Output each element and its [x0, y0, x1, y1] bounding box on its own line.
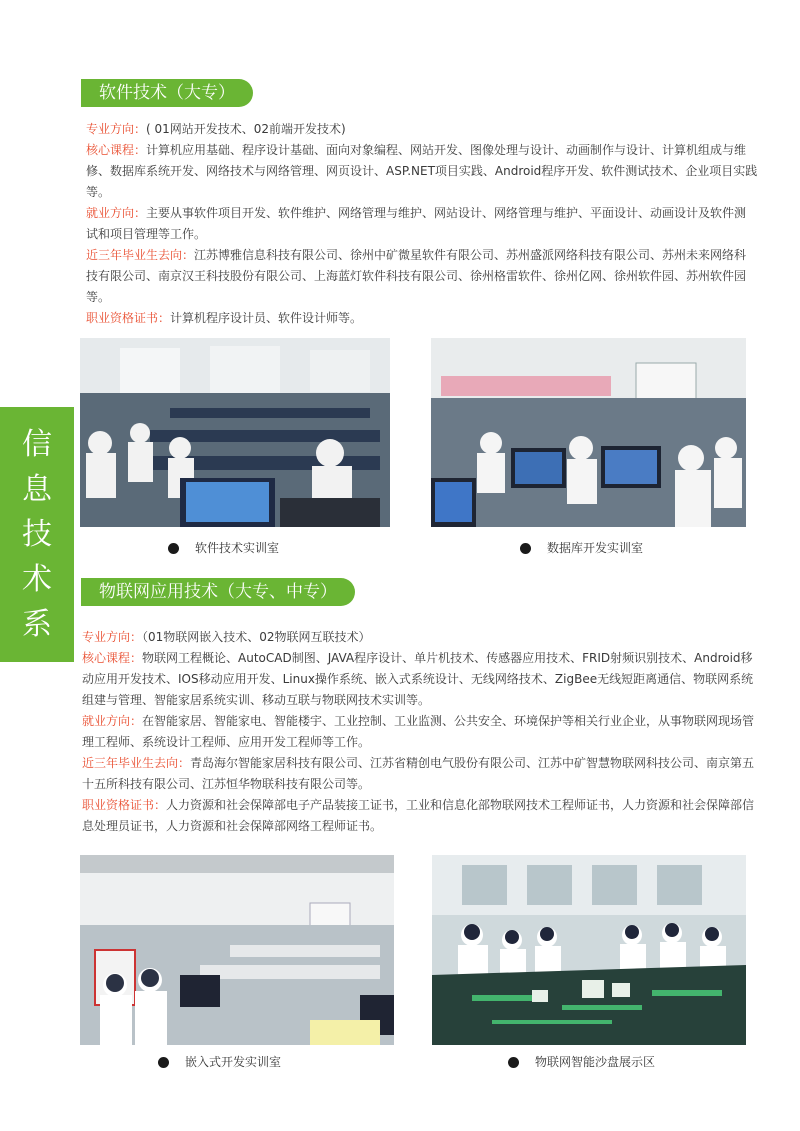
section-body-iot: [82, 627, 760, 837]
paragraph-certificates: [82, 795, 760, 837]
paragraph-label: 核心课程：: [86, 143, 147, 157]
paragraph-text: 江苏博雅信息科技有限公司、徐州中矿微星软件有限公司、苏州盛派网络科技有限公司、苏州未来网络科技有限公司、南京汉王科技股份有限公司、上海蓝灯软件科技有限公司、徐州格雷软件、徐州亿网、徐州软件园、苏州软件园等。: [86, 248, 747, 304]
paragraph-label: 核心课程：: [82, 651, 143, 665]
paragraph-label: 近三年毕业生去向：: [82, 756, 191, 770]
section-title-software: 软件技术（大专）: [81, 79, 253, 107]
photo-software-lab: [80, 338, 390, 527]
paragraph-label: 专业方向：: [82, 630, 143, 644]
photo-database-lab: [431, 338, 746, 527]
section-title-iot: 物联网应用技术（大专、中专）: [81, 578, 355, 606]
paragraph-graduates: [82, 753, 760, 795]
section-body-software: [86, 119, 758, 329]
paragraph-text: 青岛海尔智能家居科技有限公司、江苏省精创电气股份有限公司、江苏中矿智慧物联网科技公司、南京第五十五所科技有限公司、江苏恒华物联科技有限公司等。: [82, 756, 755, 791]
paragraph-certificates: [86, 308, 758, 329]
paragraph-text: 计算机应用基础、程序设计基础、面向对象编程、网站开发、图像处理与设计、动画制作与设计、计算机组成与维修、数据库系统开发、网络技术与网络管理、网页设计、ASP.NET项目实践、Android程序开发、软件测试技术、企业项目实践等。: [86, 143, 758, 199]
paragraph-employment: [86, 203, 758, 245]
bullet-icon: [520, 543, 531, 554]
caption-embedded-lab: [158, 1054, 281, 1070]
paragraph-text: 物联网工程概论、AutoCAD制图、JAVA程序设计、单片机技术、传感器应用技术、FRID射频识别技术、Android移动应用开发技术、IOS移动应用开发、Linux操作系统、嵌入式系统设计、无线网络技术、ZigBee无线短距离通信、物联网系统组建与管理、智能家居系统实训、移动互联与物联网技术实训等。: [82, 651, 754, 707]
side-tab-char: 系: [22, 607, 52, 642]
caption-text: 物联网智能沙盘展示区: [535, 1055, 656, 1069]
photo-iot-sandbox: [432, 855, 746, 1045]
caption-database-lab: [520, 540, 643, 556]
side-tab-char: 信: [22, 427, 52, 462]
paragraph-graduates: [86, 245, 758, 308]
side-tab-char: 技: [22, 517, 52, 552]
paragraph-direction: [86, 119, 758, 140]
paragraph-courses: [82, 648, 760, 711]
paragraph-employment: [82, 711, 760, 753]
paragraph-text: 人力资源和社会保障部电子产品装接工证书，工业和信息化部物联网技术工程师证书，人力资源和社会保障部信息处理员证书，人力资源和社会保障部网络工程师证书。: [82, 798, 755, 833]
bullet-icon: [158, 1057, 169, 1068]
photo-embedded-lab: [80, 855, 394, 1045]
paragraph-label: 就业方向：: [82, 714, 143, 728]
side-tab-char: 术: [22, 562, 52, 597]
paragraph-courses: [86, 140, 758, 203]
side-tab-char: 息: [22, 472, 52, 507]
bullet-icon: [168, 543, 179, 554]
paragraph-label: 职业资格证书：: [86, 311, 171, 325]
paragraph-text: 主要从事软件项目开发、软件维护、网络管理与维护、网站设计、网络管理与维护、平面设计、动画设计及软件测试和项目管理等工作。: [86, 206, 747, 241]
caption-software-lab: [168, 540, 279, 556]
paragraph-label: 专业方向：: [86, 122, 147, 136]
department-side-tab: [0, 407, 74, 662]
caption-text: 软件技术实训室: [195, 541, 280, 555]
bullet-icon: [508, 1057, 519, 1068]
caption-text: 嵌入式开发实训室: [185, 1055, 282, 1069]
caption-text: 数据库开发实训室: [547, 541, 644, 555]
caption-iot-sandbox: [508, 1054, 655, 1070]
paragraph-text: 在智能家居、智能家电、智能楼宇、工业控制、工业监测、公共安全、环境保护等相关行业企业，从事物联网现场管理工程师、系统设计工程师、应用开发工程师等工作。: [82, 714, 755, 749]
paragraph-text: （01物联网嵌入技术、02物联网互联技术）: [142, 630, 371, 644]
paragraph-label: 职业资格证书：: [82, 798, 167, 812]
paragraph-label: 近三年毕业生去向：: [86, 248, 195, 262]
paragraph-text: ( 01网站开发技术、02前端开发技术): [146, 122, 346, 136]
paragraph-text: 计算机程序设计员、软件设计师等。: [170, 311, 363, 325]
paragraph-direction: [82, 627, 760, 648]
paragraph-label: 就业方向：: [86, 206, 147, 220]
